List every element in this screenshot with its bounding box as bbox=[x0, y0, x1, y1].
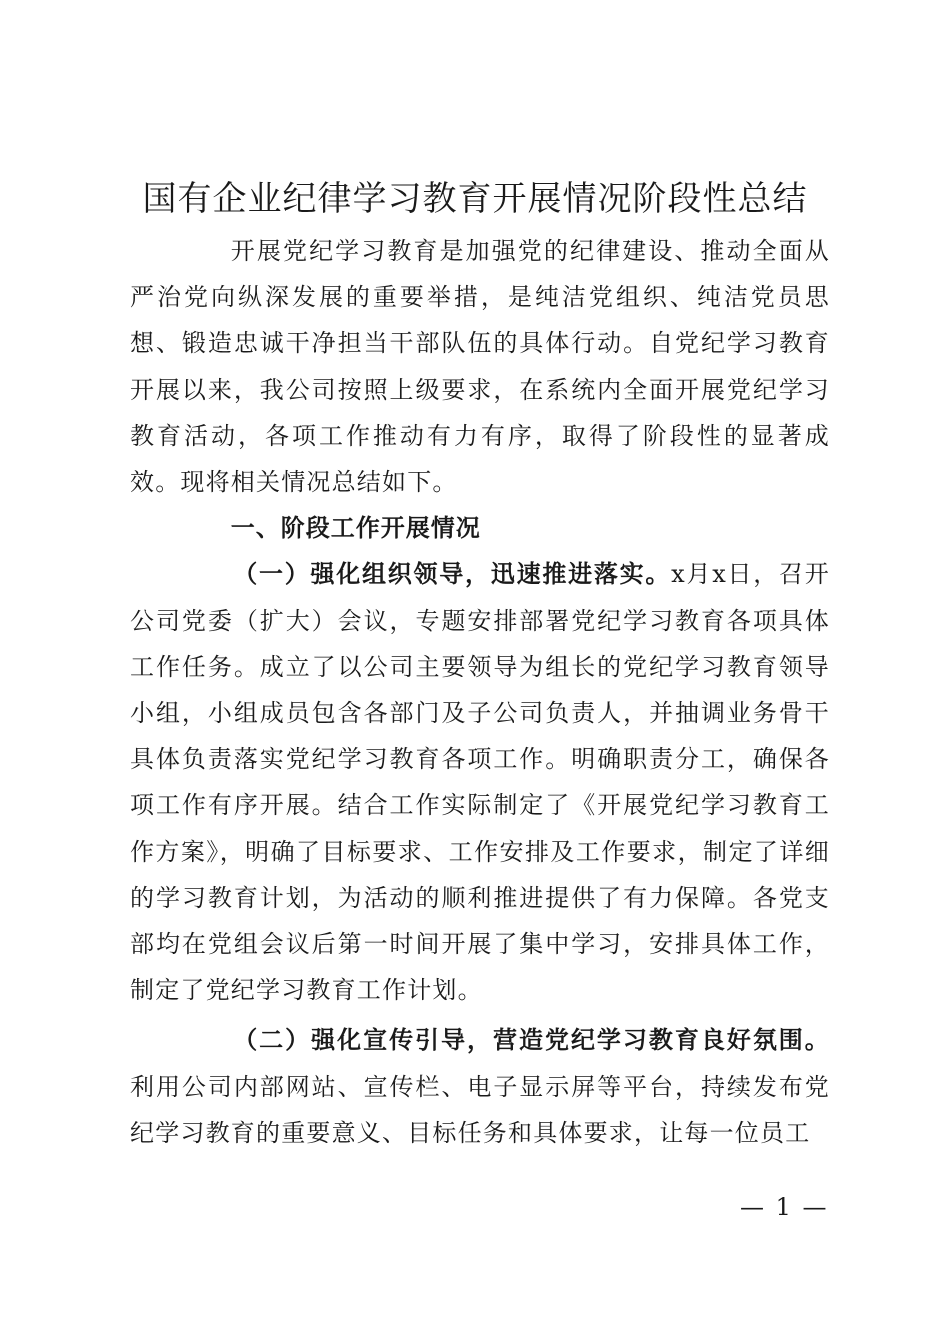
section-heading: 一、阶段工作开展情况 bbox=[230, 514, 481, 543]
item-2-heading: （二）强化宣传引导，营造党纪学习教育良好氛围。 bbox=[233, 1025, 830, 1055]
document-title: 国有企业纪律学习教育开展情况阶段性总结 bbox=[142, 179, 808, 219]
intro-paragraph: 开展党纪学习教育是加强党的纪律建设、推动全面从严治党向纵深发展的重要举措，是纯洁党组织、纯洁党员思想、锻造忠诚干净担当干部队伍的具体行动。自党纪学习教育开展以来，我公司按照上级要求，在系统内全面开展党纪学习教育活动，各项工作推动有力有序，取得了阶段性的显著成效。现将相关情况总结如下。 bbox=[130, 237, 830, 497]
page-number: — 1 — bbox=[740, 1193, 829, 1221]
item-1-heading: （一）强化组织领导，迅速推进落实。 bbox=[233, 559, 672, 589]
document-body bbox=[130, 228, 830, 1156]
item-1-body: x月x日，召开公司党委（扩大）会议，专题安排部署党纪学习教育各项具体工作任务。成立了以公司主要领导为组长的党纪学习教育领导小组，小组成员包含各部门及子公司负责人，并抽调业务骨干具体负责落实党纪学习教育各项工作。明确职责分工，确保各项工作有序开展。结合工作实际制定了《开展党纪学习教育工作方案》，明确了目标要求、工作安排及工作要求，制定了详细的学习教育计划，为活动的顺利推进提供了有力保障。各党支部均在党组会议后第一时间开展了集中学习，安排具体工作，制定了党纪学习教育工作计划。 bbox=[130, 560, 830, 1005]
item-2-body: 利用公司内部网站、宣传栏、电子显示屏等平台，持续发布党纪学习教育的重要意义、目标任务和具体要求，让每一位员工 bbox=[130, 1072, 830, 1147]
item-1-paragraph bbox=[130, 551, 830, 1013]
item-2-paragraph bbox=[130, 1017, 830, 1156]
